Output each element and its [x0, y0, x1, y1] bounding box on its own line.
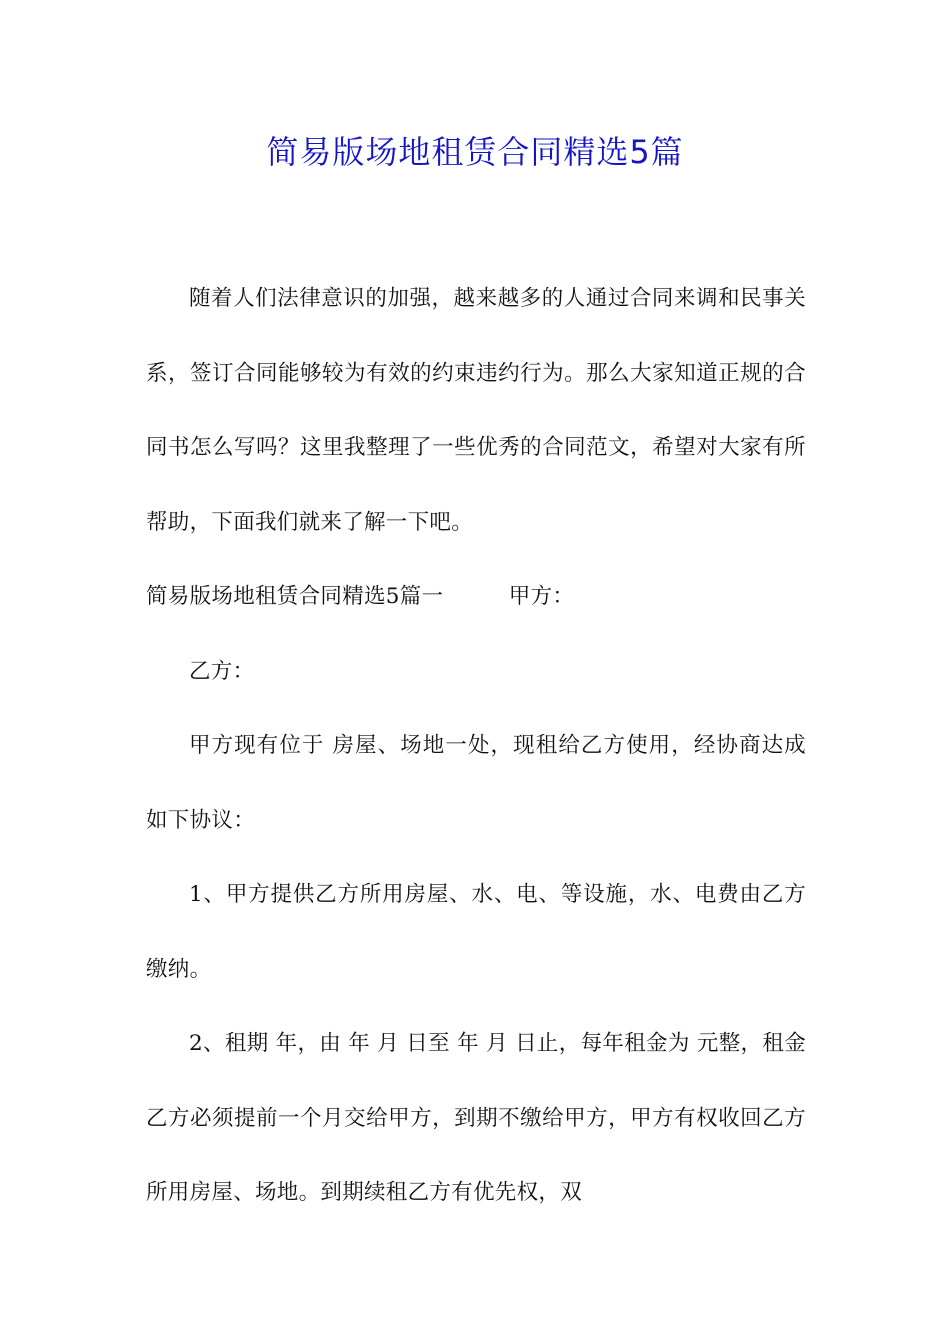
paragraph-premises: 甲方现有位于 房屋、场地一处，现租给乙方使用，经协商达成如下协议：: [146, 733, 806, 833]
paragraph-section-heading: 简易版场地租赁合同精选5篇一 甲方：: [146, 584, 575, 609]
paragraph-clause-1: 1、甲方提供乙方所用房屋、水、电、等设施，水、电费由乙方缴纳。: [146, 882, 806, 982]
paragraph-party-b: 乙方：: [189, 658, 255, 684]
document-title: 简易版场地租赁合同精选5篇: [266, 133, 684, 171]
paragraph-clause-2: 2、租期 年，由 年 月 日至 年 月 日止，每年租金为 元整，租金乙方必须提前一个月交给甲方，到期不缴给甲方，甲方有权收回乙方所用房屋、场地。到期续租乙方有优先权，双: [146, 1031, 806, 1205]
document-body: [146, 262, 806, 1231]
paragraph-intro: 随着人们法律意识的加强，越来越多的人通过合同来调和民事关系，签订合同能够较为有效的约束违约行为。那么大家知道正规的合同书怎么写吗？这里我整理了一些优秀的合同范文，希望对大家有所帮助，下面我们就来了解一下吧。: [146, 286, 806, 535]
